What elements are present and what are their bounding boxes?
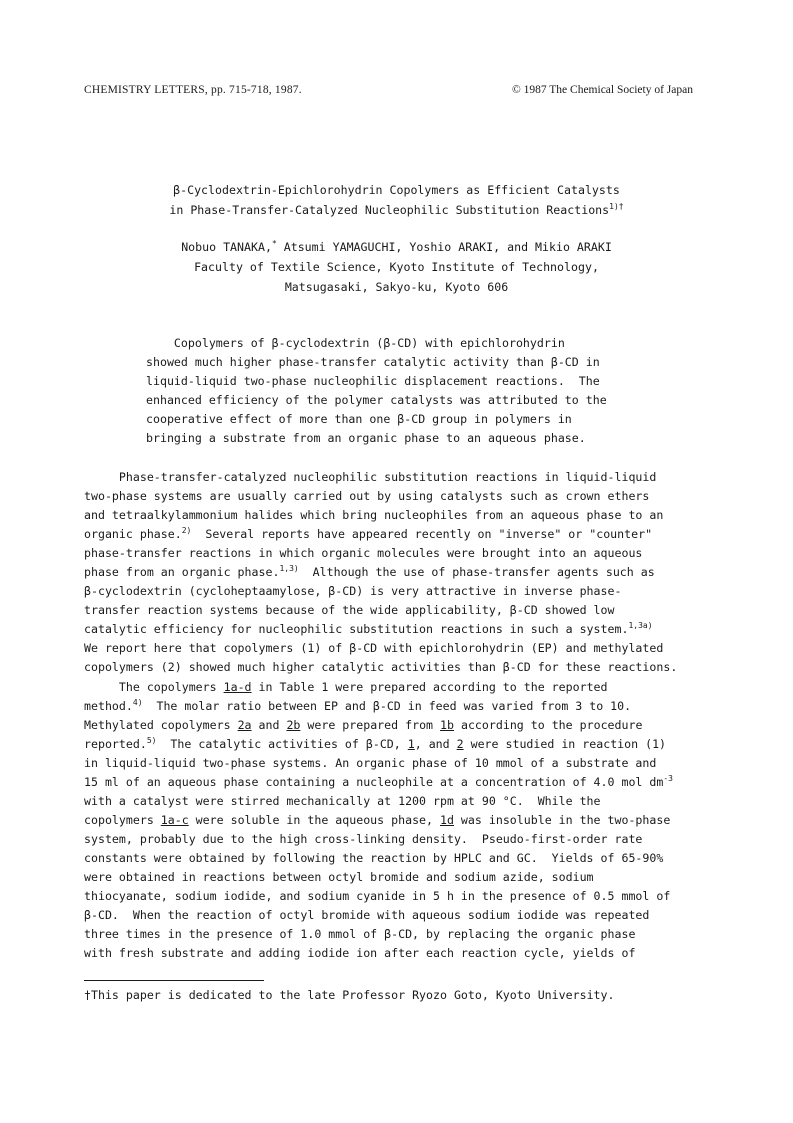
title-text-1: β-Cyclodextrin-Epichlorohydrin Copolymers as Efficient Catalysts [173, 183, 620, 197]
text-run: method. [84, 699, 133, 713]
corresponding-author-mark: * [271, 239, 277, 248]
abstract-line: showed much higher phase-transfer catalytic activity than β-CD in [146, 355, 600, 369]
body-line: with fresh substrate and adding iodide ion after each reaction cycle, yields of [84, 946, 636, 960]
text-run: were prepared from [300, 718, 441, 732]
paper-title-line-1 [0, 183, 793, 197]
author-1: Nobuo TANAKA, [181, 240, 272, 254]
body-line: three times in the presence of 1.0 mmol of β-CD, by replacing the organic phase [84, 927, 636, 941]
compound-label: 1 [407, 737, 415, 751]
text-run: 15 ml of an aqueous phase containing a nucleophile at a concentration of 4.0 mol dm [84, 775, 664, 789]
unit-exponent: -3 [663, 774, 673, 783]
running-head [84, 84, 693, 100]
text-run: were soluble in the aqueous phase, [188, 813, 440, 827]
text-run: The copolymers [84, 680, 224, 694]
body-line: β-cyclodextrin (cycloheptaamylose, β-CD) is very attractive in inverse phase- [84, 584, 622, 598]
abstract-line: Copolymers of β-cyclodextrin (β-CD) with epichlorohydrin [146, 336, 565, 350]
text-run: reported. [84, 737, 147, 751]
affiliation-line-1: Faculty of Textile Science, Kyoto Institute of Technology, [194, 260, 599, 274]
author-list [0, 240, 793, 254]
footnote-text: This paper is dedicated to the late Professor Ryozo Goto, Kyoto University. [90, 988, 615, 1002]
abstract-line: enhanced efficiency of the polymer catalysts was attributed to the [146, 393, 607, 407]
body-line [84, 737, 666, 751]
title-footnote-mark: 1)† [609, 202, 624, 211]
body-line: Phase-transfer-catalyzed nucleophilic substitution reactions in liquid-liquid [84, 470, 657, 484]
body-line: were obtained in reactions between octyl bromide and sodium azide, sodium [84, 870, 594, 884]
citation: 4) [132, 698, 143, 707]
text-run: catalytic efficiency for nucleophilic substitution reactions in such a system. [84, 622, 629, 636]
journal-citation: CHEMISTRY LETTERS, pp. 715-718, 1987. [84, 84, 302, 96]
body-line: constants were obtained by following the reaction by HPLC and GC. Yields of 65-90% [84, 851, 664, 865]
text-run: organic phase. [84, 527, 182, 541]
affiliation-line-2: Matsugasaki, Sakyo-ku, Kyoto 606 [284, 280, 509, 294]
body-line: system, probably due to the high cross-linking density. Pseudo-first-order rate [84, 832, 643, 846]
compound-label: 2b [286, 718, 301, 732]
text-run: copolymers [84, 813, 161, 827]
body-line: thiocyanate, sodium iodide, and sodium cyanide in 5 h in the presence of 0.5 mmol of [84, 889, 671, 903]
co-authors: Atsumi YAMAGUCHI, Yoshio ARAKI, and Mikio ARAKI [276, 240, 612, 254]
text-run: were studied in reaction (1) [463, 737, 667, 751]
body-line [84, 622, 653, 636]
compound-label: 1a-d [223, 680, 252, 694]
citation: 1,3a) [628, 621, 653, 630]
text-run: Several reports have appeared recently on "inverse" or "counter" [191, 527, 653, 541]
compound-label: 2 [456, 737, 464, 751]
paper-title-line-2 [0, 203, 793, 217]
text-run: , and [414, 737, 457, 751]
text-run: was insoluble in the two-phase [453, 813, 671, 827]
footnote-divider [84, 980, 264, 981]
body-line: transfer reaction systems because of the wide applicability, β-CD showed low [84, 603, 615, 617]
body-line: and tetraalkylammonium halides which bring nucleophiles from an aqueous phase to an [84, 508, 664, 522]
body-line: We report here that copolymers (1) of β-CD with epichlorohydrin (EP) and methylated [84, 641, 664, 655]
text-run: phase from an organic phase. [84, 565, 280, 579]
text-run: according to the procedure [453, 718, 643, 732]
body-line: phase-transfer reactions in which organic molecules were brought into an aqueous [84, 546, 643, 560]
body-line: β-CD. When the reaction of octyl bromide with aqueous sodium iodide was repeated [84, 908, 650, 922]
abstract-line: liquid-liquid two-phase nucleophilic displacement reactions. The [146, 374, 600, 388]
body-line: in liquid-liquid two-phase systems. An organic phase of 10 mmol of a substrate and [84, 756, 657, 770]
abstract-line: cooperative effect of more than one β-CD group in polymers in [146, 412, 572, 426]
body-line [84, 813, 670, 827]
copyright-notice: © 1987 The Chemical Society of Japan [512, 84, 693, 96]
body-line: copolymers (2) showed much higher catalytic activities than β-CD for these reactions. [84, 660, 678, 674]
compound-label: 1d [439, 813, 454, 827]
text-run: The molar ratio between EP and β-CD in feed was varied from 3 to 10. [142, 699, 632, 713]
abstract-line: bringing a substrate from an organic phase to an aqueous phase. [146, 431, 586, 445]
compound-label: 2a [237, 718, 252, 732]
text-run: and [251, 718, 287, 732]
body-line [84, 718, 642, 732]
title-text-2: in Phase-Transfer-Catalyzed Nucleophilic Substitution Reactions [169, 203, 610, 217]
body-line [84, 565, 655, 579]
text-run: Although the use of phase-transfer agents such as [298, 565, 655, 579]
citation: 2) [181, 526, 192, 535]
body-line: with a catalyst were stirred mechanically at 1200 rpm at 90 °C. While the [84, 794, 601, 808]
text-run: The catalytic activities of β-CD, [156, 737, 408, 751]
footnote [84, 988, 615, 1002]
body-line [84, 680, 608, 694]
citation: 1,3) [279, 564, 299, 573]
compound-label: 1b [440, 718, 454, 732]
dagger-mark: † [84, 988, 91, 1002]
citation: 5) [146, 736, 157, 745]
body-line [84, 527, 652, 541]
text-run: in Table 1 were prepared according to the reported [251, 680, 608, 694]
body-line: two-phase systems are usually carried out by using catalysts such as crown ethers [84, 489, 650, 503]
body-line [84, 775, 673, 789]
compound-label: 1a-c [160, 813, 189, 827]
text-run: Methylated copolymers [84, 718, 238, 732]
body-line [84, 699, 631, 713]
